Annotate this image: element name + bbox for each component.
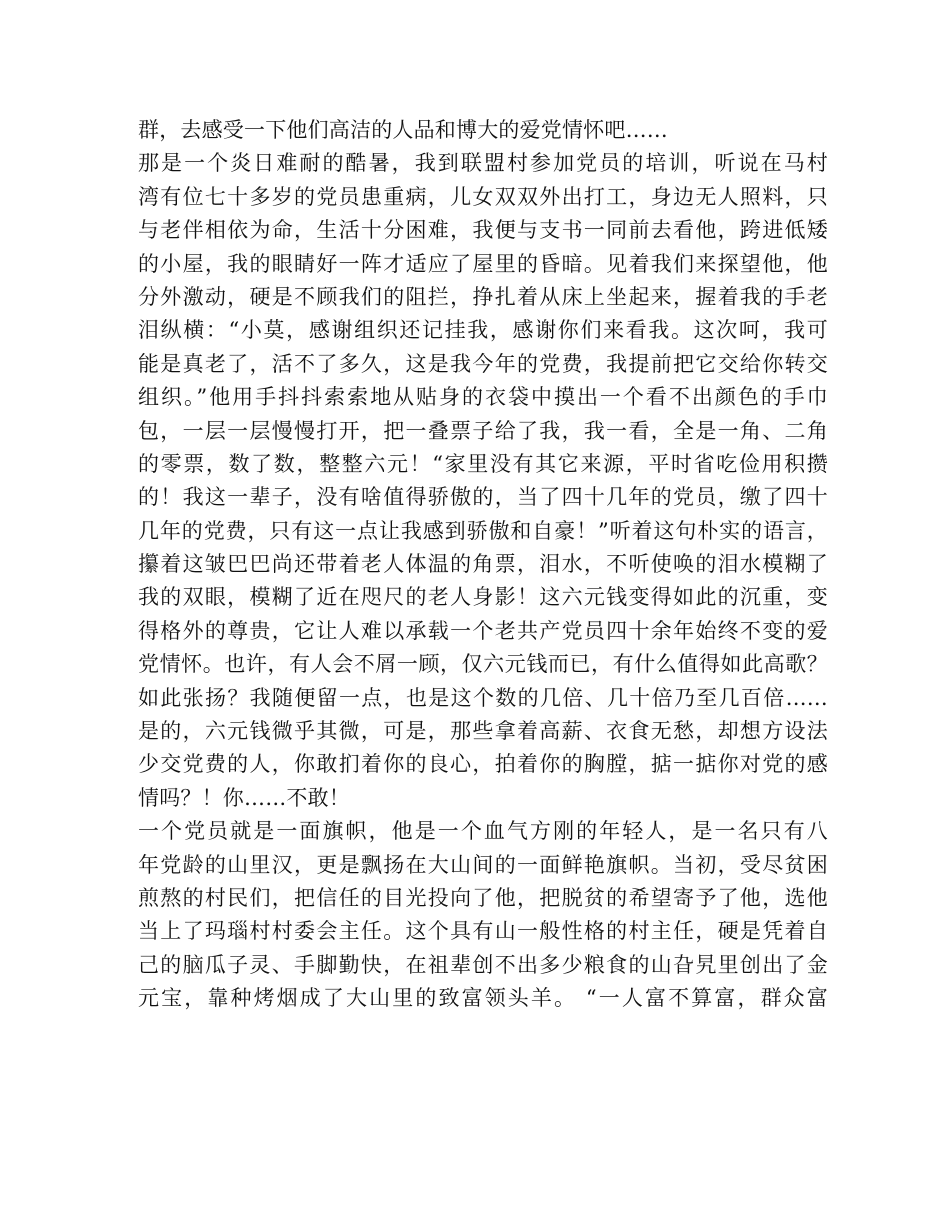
text-line: 分外激动，硬是不顾我们的阻拦，挣扎着从床上坐起来，握着我的手老 <box>138 284 828 309</box>
text-line: 那是一个炎日难耐的酷暑，我到联盟村参加党员的培训，听说在马村 <box>138 151 828 176</box>
body-text <box>138 114 828 1016</box>
text-line: 少交党费的人，你敢扪着你的良心，拍着你的胸膛，掂一掂你对党的感 <box>138 752 828 777</box>
text-line: 煎熬的村民们，把信任的目光投向了他，把脱贫的希望寄予了他，选他 <box>138 885 828 910</box>
text-line: 情吗？！你……不敢！ <box>138 785 350 810</box>
text-line: 包，一层一层慢慢打开，把一叠票子给了我，我一看，全是一角、二角 <box>138 418 828 443</box>
text-line: 湾有位七十多岁的党员患重病，儿女双双外出打工，身边无人照料，只 <box>138 184 828 209</box>
text-line: 得格外的尊贵，它让人难以承载一个老共产党员四十余年始终不变的爱 <box>138 618 828 643</box>
text-line: 当上了玛瑙村村委会主任。这个具有山一般性格的村主任，硬是凭着自 <box>138 919 828 944</box>
text-line: 己的脑瓜子灵、手脚勤快，在祖辈创不出多少粮食的山旮旯里创出了金 <box>138 952 828 977</box>
text-line: 的零票，数了数，整整六元！“家里没有其它来源，平时省吃俭用积攒 <box>138 451 828 476</box>
text-line: 的小屋，我的眼睛好一阵才适应了屋里的昏暗。见着我们来探望他，他 <box>138 251 828 276</box>
text-line: 组织。”他用手抖抖索索地从贴身的衣袋中摸出一个看不出颜色的手巾 <box>138 385 828 410</box>
text-line: 党情怀。也许，有人会不屑一顾，仅六元钱而已，有什么值得如此高歌？ <box>138 652 828 677</box>
text-line: 与老伴相依为命，生活十分困难，我便与支书一同前去看他，跨进低矮 <box>138 218 828 243</box>
text-line: 泪纵横：“小莫，感谢组织还记挂我，感谢你们来看我。这次呵，我可 <box>138 318 828 343</box>
text-line: 是的，六元钱微乎其微，可是，那些拿着高薪、衣食无愁，却想方设法 <box>138 719 828 744</box>
text-line: 攥着这皱巴巴尚还带着老人体温的角票，泪水，不听使唤的泪水模糊了 <box>138 552 828 577</box>
text-line: 一个党员就是一面旗帜，他是一个血气方刚的年轻人，是一名只有八 <box>138 819 828 844</box>
text-line: 能是真老了，活不了多久，这是我今年的党费，我提前把它交给你转交 <box>138 351 828 376</box>
text-line: 元宝，靠种烤烟成了大山里的致富领头羊。 “一人富不算富，群众富 <box>138 986 828 1011</box>
text-line: 的！我这一辈子，没有啥值得骄傲的，当了四十几年的党员，缴了四十 <box>138 485 828 510</box>
text-line: 我的双眼，模糊了近在咫尺的老人身影！这六元钱变得如此的沉重，变 <box>138 585 828 610</box>
text-line: 几年的党费，只有这一点让我感到骄傲和自豪！”听着这句朴实的语言， <box>138 518 828 543</box>
text-line: 年党龄的山里汉，更是飘扬在大山间的一面鲜艳旗帜。当初，受尽贫困 <box>138 852 828 877</box>
text-line: 如此张扬？我随便留一点，也是这个数的几倍、几十倍乃至几百倍…… <box>138 685 828 710</box>
text-line: 群，去感受一下他们高洁的人品和博大的爱党情怀吧…… <box>138 118 668 142</box>
